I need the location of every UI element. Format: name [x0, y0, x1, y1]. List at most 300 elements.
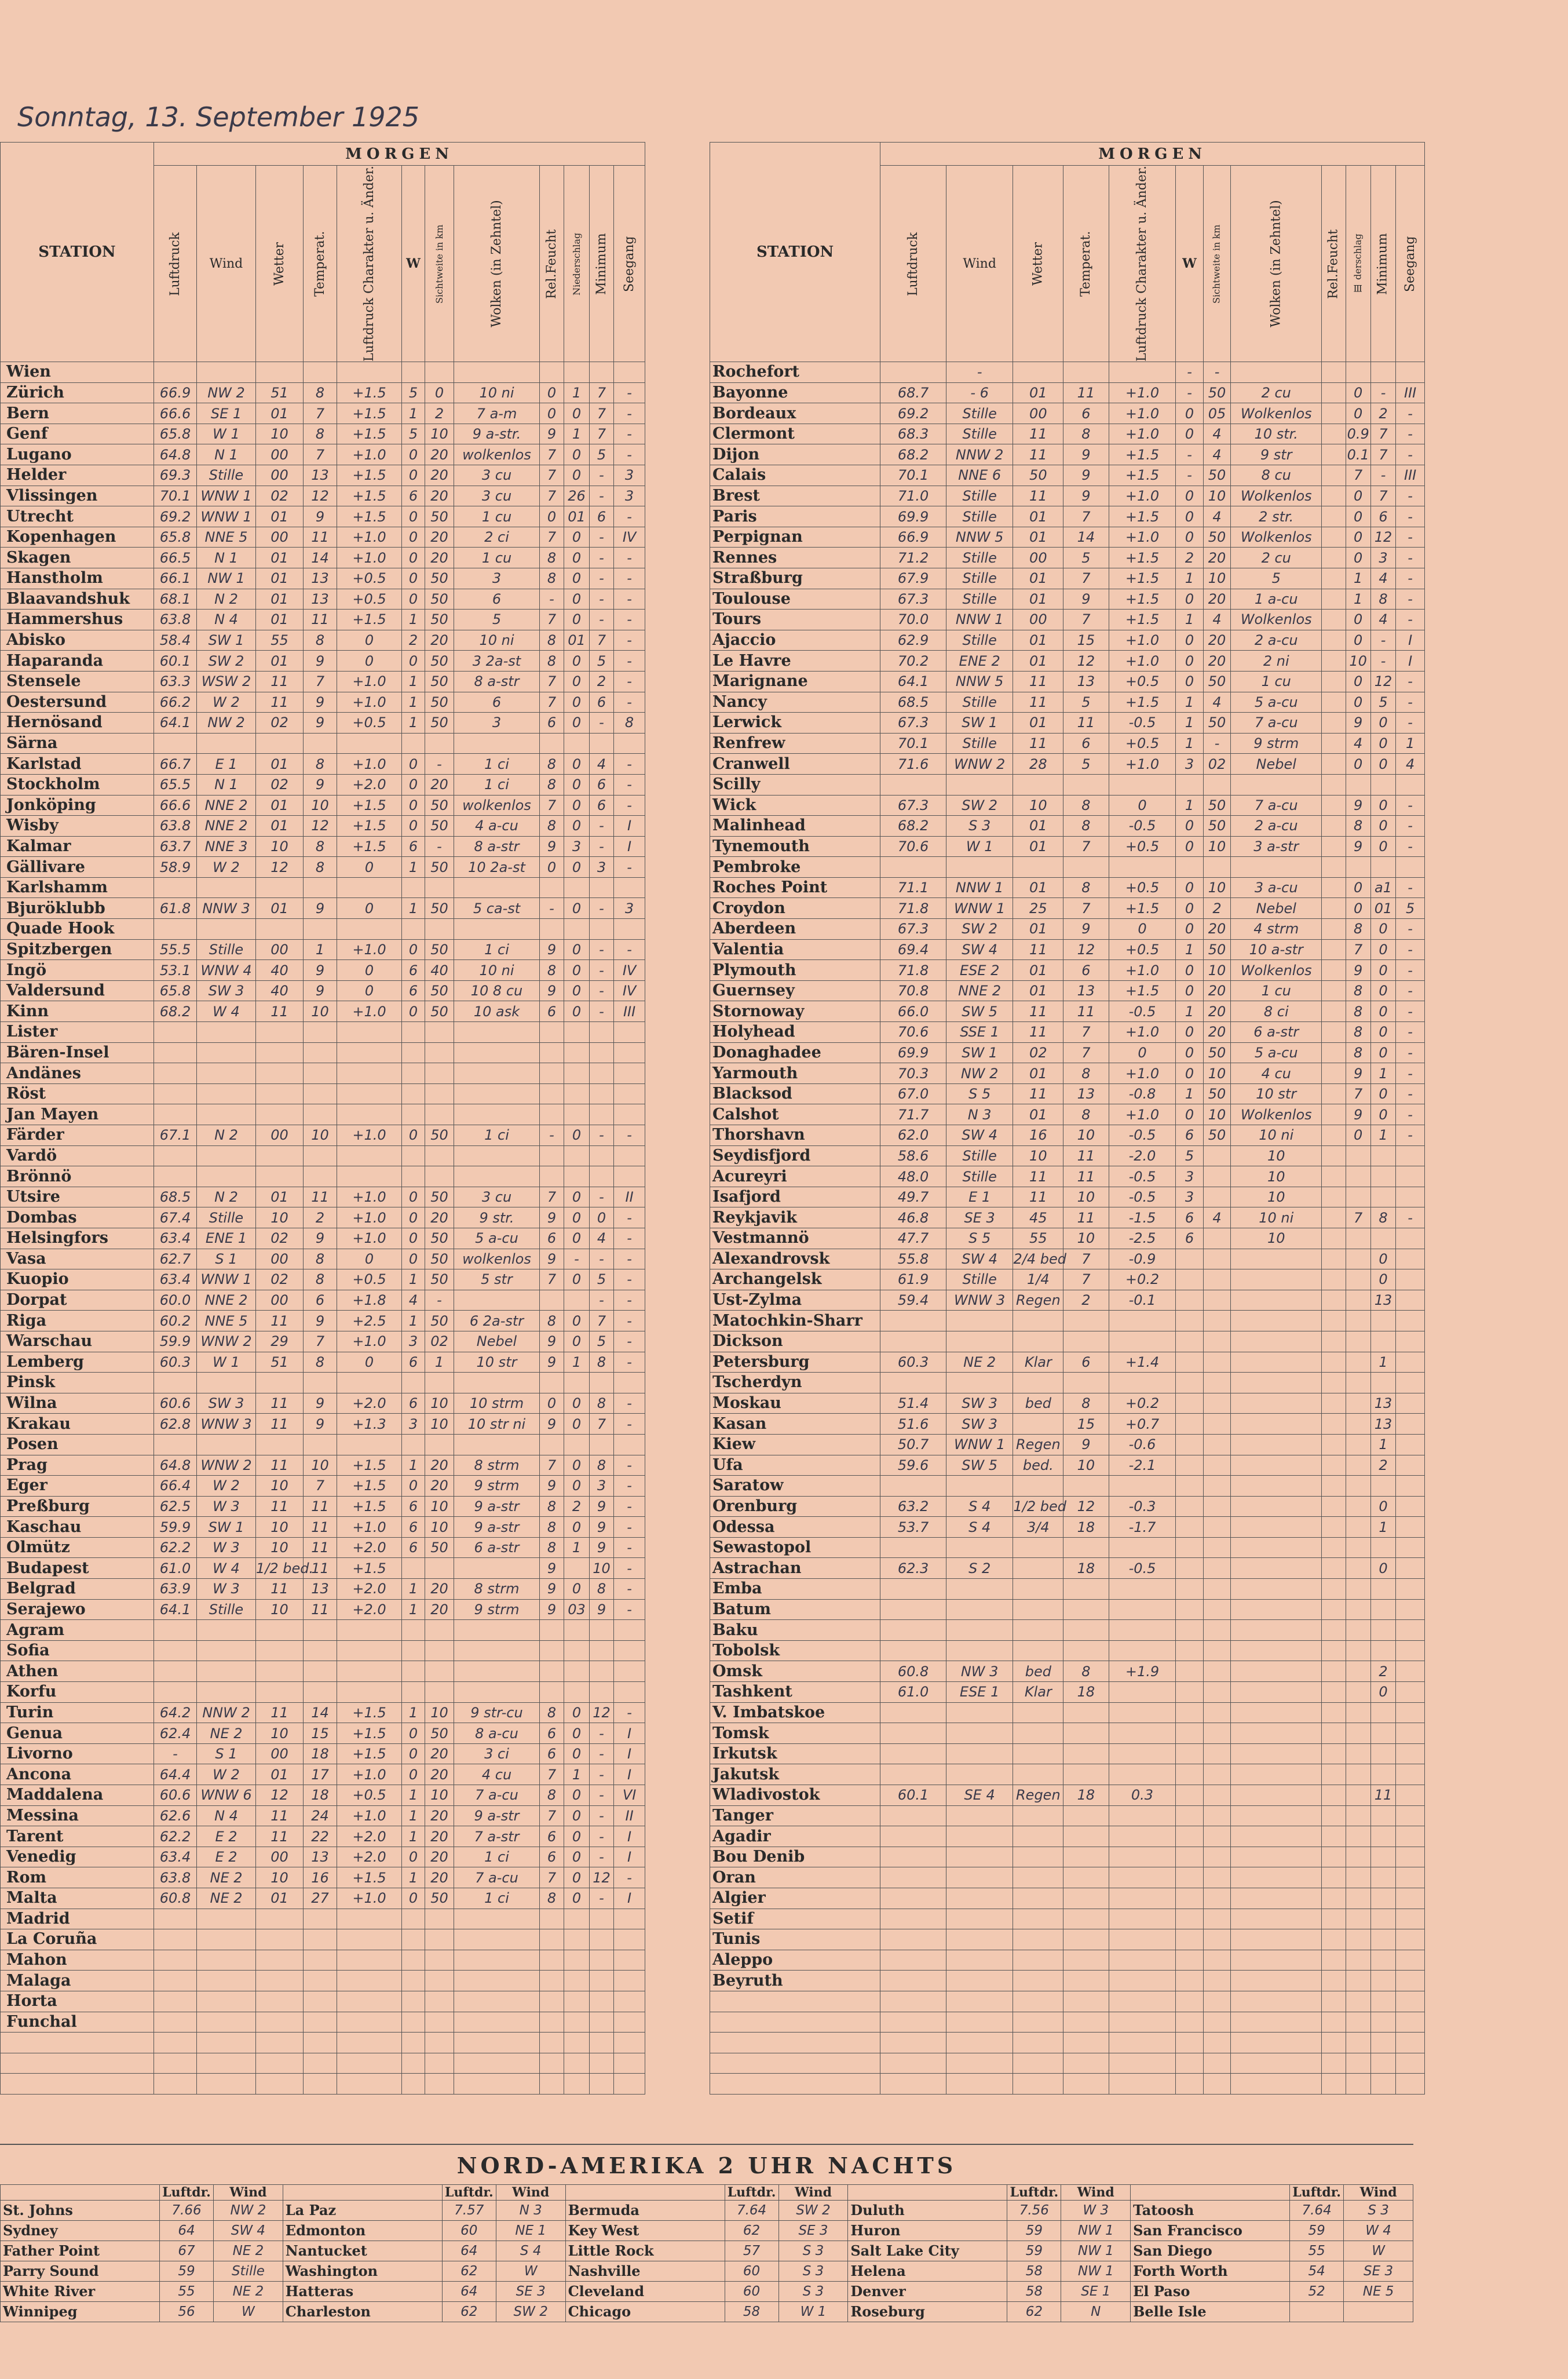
station-cell	[1346, 1373, 1370, 1393]
station-name: Rom	[1, 1867, 154, 1888]
station-cell: 3 cu	[454, 486, 540, 506]
station-cell: -	[1396, 919, 1425, 940]
station-cell	[880, 1537, 946, 1558]
station-cell	[1396, 1723, 1425, 1744]
station-cell	[1013, 1867, 1063, 1888]
margin-cell	[645, 960, 710, 981]
station-cell	[880, 1991, 946, 2012]
station-name: Budapest	[1, 1558, 154, 1579]
station-cell: 0	[1109, 919, 1176, 940]
station-cell: 0	[1370, 1682, 1395, 1703]
station-cell: 7	[590, 403, 614, 424]
station-cell: 5	[1396, 898, 1425, 919]
station-cell	[1203, 2053, 1230, 2074]
station-cell: 64.4	[154, 1764, 197, 1785]
na-cell: 7.57	[442, 2201, 496, 2221]
station-cell: 1/2 bed.	[256, 1558, 304, 1579]
station-cell	[1396, 1743, 1425, 1764]
station-cell	[402, 2033, 425, 2053]
station-cell: 01	[1013, 630, 1063, 651]
station-cell: WNW 1	[197, 486, 256, 506]
station-cell	[337, 1909, 402, 1929]
na-cell: 7.56	[1007, 2201, 1061, 2221]
station-row	[1, 816, 710, 837]
station-cell	[1322, 1290, 1346, 1311]
station-cell	[564, 1373, 590, 1393]
station-cell	[1322, 1950, 1346, 1971]
station-name: Färder	[1, 1125, 154, 1146]
station-cell: +1.0	[337, 692, 402, 713]
station-row	[1, 774, 710, 795]
station-cell: 13	[1370, 1393, 1395, 1414]
station-cell: +1.0	[1109, 1104, 1176, 1125]
margin-cell	[645, 1723, 710, 1744]
station-cell	[1322, 1269, 1346, 1290]
station-cell: -	[614, 506, 645, 527]
station-cell	[1346, 2053, 1370, 2074]
station-cell	[1322, 1888, 1346, 1909]
station-cell: 0	[564, 671, 590, 692]
station-cell	[1203, 1764, 1230, 1785]
station-cell: -	[1396, 713, 1425, 734]
station-cell: 1	[1176, 1083, 1203, 1104]
station-cell: bed	[1013, 1661, 1063, 1682]
station-cell: 1	[402, 898, 425, 919]
station-cell: 3	[1176, 1187, 1203, 1207]
station-cell: 67.1	[154, 1125, 197, 1146]
station-cell	[1203, 1476, 1230, 1497]
station-cell	[454, 1929, 540, 1950]
na-cell: S 3	[778, 2261, 848, 2282]
station-cell: wolkenlos	[454, 444, 540, 465]
station-cell: 1	[425, 1352, 454, 1373]
station-cell: 01	[256, 1764, 304, 1785]
station-cell	[614, 733, 645, 754]
station-cell	[1346, 1228, 1370, 1249]
station-cell	[1396, 1352, 1425, 1373]
station-cell	[1322, 1971, 1346, 1991]
station-cell: -	[590, 1290, 614, 1311]
station-cell: 6	[540, 1723, 564, 1744]
station-cell: 10	[256, 424, 304, 444]
station-cell: 0	[337, 651, 402, 672]
station-cell: wolkenlos	[454, 795, 540, 816]
station-cell: 50	[425, 651, 454, 672]
station-cell	[1203, 1599, 1230, 1620]
station-cell: 25	[1013, 898, 1063, 919]
station-cell: 7 a-cu	[1231, 795, 1322, 816]
station-cell	[454, 1042, 540, 1063]
station-cell	[1231, 1743, 1322, 1764]
station-cell	[1231, 1373, 1322, 1393]
na-station-name: St. Johns	[1, 2201, 160, 2221]
station-name	[710, 2053, 880, 2074]
station-row	[710, 1826, 1425, 1847]
station-cell: 9	[590, 1599, 614, 1620]
station-cell: 8	[1346, 980, 1370, 1001]
station-cell	[1013, 1971, 1063, 1991]
station-cell	[1176, 1269, 1203, 1290]
station-cell	[1176, 1455, 1203, 1476]
station-cell	[946, 1805, 1013, 1826]
col-rel-feucht: Rel.Feucht	[540, 166, 564, 362]
station-cell: 01	[256, 816, 304, 837]
station-cell: NW 2	[946, 1063, 1013, 1084]
station-cell: -	[425, 836, 454, 857]
station-cell: 6	[540, 1743, 564, 1764]
station-cell: -	[590, 1743, 614, 1764]
col-wind-r: Wind	[946, 166, 1013, 362]
station-cell: +1.9	[1109, 1661, 1176, 1682]
station-cell	[454, 1083, 540, 1104]
station-cell	[1370, 1867, 1395, 1888]
station-cell: 8 a-str	[454, 836, 540, 857]
station-cell: 0	[564, 444, 590, 465]
station-cell	[197, 2074, 256, 2095]
station-cell	[425, 1909, 454, 1929]
station-cell	[304, 1640, 337, 1661]
station-row	[710, 2033, 1425, 2053]
station-row	[1, 1702, 710, 1723]
station-row	[1, 1971, 710, 1991]
station-cell	[337, 362, 402, 383]
station-cell: -	[1370, 630, 1395, 651]
station-row	[710, 919, 1425, 940]
station-cell: -	[614, 1579, 645, 1600]
station-cell	[1176, 1929, 1203, 1950]
station-cell: 13	[1370, 1290, 1395, 1311]
station-cell: 64.1	[154, 713, 197, 734]
station-cell: 1/2 bed	[1013, 1496, 1063, 1517]
na-wind-header: Wind	[214, 2185, 283, 2201]
station-cell: Klar	[1013, 1352, 1063, 1373]
station-cell	[1396, 1290, 1425, 1311]
station-cell: 3	[402, 1331, 425, 1352]
station-cell	[1396, 1661, 1425, 1682]
station-cell: IV	[614, 980, 645, 1001]
margin-cell	[645, 692, 710, 713]
na-luftdr-header: Luftdr.	[159, 2185, 213, 2201]
station-cell: 8	[540, 1785, 564, 1806]
station-cell	[1231, 1476, 1322, 1497]
station-cell: 20	[425, 1743, 454, 1764]
station-cell: WNW 6	[197, 1785, 256, 1806]
station-cell	[590, 2012, 614, 2033]
station-cell: 7 a-cu	[454, 1867, 540, 1888]
station-cell: SW 5	[946, 1455, 1013, 1476]
station-row	[1, 1496, 710, 1517]
station-cell: -	[1396, 877, 1425, 898]
station-row	[710, 2053, 1425, 2074]
station-cell	[1013, 2074, 1063, 2095]
station-cell: 58.4	[154, 630, 197, 651]
station-cell: 00	[256, 1125, 304, 1146]
station-cell: 20	[425, 1847, 454, 1867]
station-cell: -	[614, 692, 645, 713]
station-cell	[454, 1022, 540, 1043]
station-cell	[1396, 1909, 1425, 1929]
station-cell: 5	[1063, 692, 1109, 713]
station-cell: 7	[304, 671, 337, 692]
station-cell: 01	[256, 548, 304, 568]
margin-cell	[645, 1104, 710, 1125]
station-cell	[1322, 1311, 1346, 1331]
station-cell	[540, 1971, 564, 1991]
margin-cell	[645, 1888, 710, 1909]
station-cell	[337, 1145, 402, 1166]
station-cell: 70.8	[880, 980, 946, 1001]
station-cell	[304, 877, 337, 898]
station-cell: 6	[402, 1352, 425, 1373]
station-cell	[1176, 857, 1203, 878]
station-cell	[425, 919, 454, 940]
station-cell: 8	[590, 1579, 614, 1600]
station-cell	[1013, 1723, 1063, 1744]
station-cell	[1176, 1373, 1203, 1393]
station-cell: 24	[304, 1805, 337, 1826]
station-cell: 2	[1370, 1455, 1395, 1476]
station-cell	[402, 2012, 425, 2033]
station-cell: 1	[402, 1311, 425, 1331]
station-cell	[402, 1042, 425, 1063]
station-cell	[1109, 1991, 1176, 2012]
station-cell: +1.0	[337, 939, 402, 960]
na-cell: 59	[1290, 2221, 1344, 2241]
station-row	[710, 1805, 1425, 1826]
station-cell: 1	[1176, 692, 1203, 713]
station-cell	[1370, 1805, 1395, 1826]
station-cell: 3 cu	[454, 465, 540, 486]
station-cell: 11	[256, 1702, 304, 1723]
station-cell	[1346, 2074, 1370, 2095]
page-date: Sonntag, 13. September 1925	[17, 101, 420, 133]
station-cell	[1370, 1228, 1395, 1249]
station-cell	[304, 362, 337, 383]
station-cell: 50	[425, 1269, 454, 1290]
station-cell	[1346, 1847, 1370, 1867]
margin-cell	[645, 836, 710, 857]
station-cell	[1322, 1063, 1346, 1084]
station-cell: 0	[564, 1125, 590, 1146]
station-cell: +1.5	[1109, 506, 1176, 527]
station-cell: 11	[256, 1393, 304, 1414]
station-cell: 2	[304, 1207, 337, 1228]
station-cell: +1.5	[1109, 548, 1176, 568]
station-cell	[337, 1373, 402, 1393]
station-cell: 60.3	[154, 1352, 197, 1373]
station-row	[710, 2012, 1425, 2033]
station-cell	[1322, 1867, 1346, 1888]
station-row	[1, 1269, 710, 1290]
station-cell	[880, 2053, 946, 2074]
station-cell: 0	[1346, 610, 1370, 630]
station-cell	[540, 1682, 564, 1703]
station-cell: NNW 2	[946, 444, 1013, 465]
station-cell	[402, 2053, 425, 2074]
station-cell	[1063, 1847, 1109, 1867]
station-cell	[1370, 1579, 1395, 1600]
station-cell: 20	[425, 465, 454, 486]
station-row	[1, 1373, 710, 1393]
station-cell	[590, 1145, 614, 1166]
margin-cell	[645, 1207, 710, 1228]
station-row	[1, 2012, 710, 2033]
station-cell	[425, 733, 454, 754]
station-cell: 0	[1176, 919, 1203, 940]
station-name: Acureyri	[710, 1166, 880, 1187]
station-cell: W 4	[197, 1001, 256, 1022]
station-cell: 6 a-str	[1231, 1022, 1322, 1043]
station-name: Odessa	[710, 1517, 880, 1538]
station-cell: 10	[256, 836, 304, 857]
station-cell: 17	[304, 1764, 337, 1785]
col-temperat: Temperat.	[304, 166, 337, 362]
station-cell: 50	[1203, 527, 1230, 548]
station-cell: SW 1	[946, 713, 1013, 734]
station-row	[710, 1785, 1425, 1806]
station-cell	[1322, 1929, 1346, 1950]
station-cell: 9 a-str.	[454, 424, 540, 444]
station-cell	[540, 1104, 564, 1125]
station-cell	[564, 1991, 590, 2012]
station-name: Bären-Insel	[1, 1042, 154, 1063]
station-cell: 7	[1063, 1269, 1109, 1290]
margin-cell	[645, 1909, 710, 1929]
station-cell	[1346, 1991, 1370, 2012]
station-cell: 0	[1176, 1042, 1203, 1063]
station-cell: -	[1396, 1063, 1425, 1084]
col-w: W	[402, 166, 425, 362]
col-seegang: Seegang	[614, 166, 645, 362]
station-cell	[564, 1145, 590, 1166]
station-cell: 8	[1063, 1104, 1109, 1125]
station-cell: 50	[1203, 1042, 1230, 1063]
station-cell: 5	[590, 1269, 614, 1290]
station-cell	[1396, 1785, 1425, 1806]
station-cell: 9	[540, 1414, 564, 1435]
station-cell: 8 strm	[454, 1455, 540, 1476]
station-cell	[154, 1661, 197, 1682]
station-cell	[1396, 1991, 1425, 2012]
station-cell	[614, 2053, 645, 2074]
station-cell	[154, 1991, 197, 2012]
station-cell: +1.5	[337, 1496, 402, 1517]
station-cell	[590, 1929, 614, 1950]
station-cell: 10 str ni	[454, 1414, 540, 1435]
station-cell	[1396, 1888, 1425, 1909]
station-cell: -	[590, 1001, 614, 1022]
station-cell: -	[1396, 816, 1425, 837]
station-cell	[154, 1083, 197, 1104]
station-cell	[564, 1083, 590, 1104]
station-cell	[540, 1929, 564, 1950]
station-cell: 7	[1346, 939, 1370, 960]
station-cell: +0.2	[1109, 1393, 1176, 1414]
station-cell: 7	[1063, 568, 1109, 589]
station-cell: ESE 2	[946, 960, 1013, 981]
station-cell: 3 2a-st	[454, 651, 540, 672]
station-cell	[1396, 1187, 1425, 1207]
station-cell	[1322, 1022, 1346, 1043]
station-cell: 20	[425, 1455, 454, 1476]
station-cell	[1013, 1331, 1063, 1352]
station-cell: 10 strm	[454, 1393, 540, 1414]
station-cell: 18	[304, 1743, 337, 1764]
station-cell: WSW 2	[197, 671, 256, 692]
station-cell: +1.5	[337, 382, 402, 403]
station-cell	[256, 1042, 304, 1063]
station-row	[710, 548, 1425, 568]
station-cell	[402, 1558, 425, 1579]
station-cell	[1322, 424, 1346, 444]
station-cell: -	[614, 1249, 645, 1269]
station-cell: Stille	[946, 486, 1013, 506]
station-cell: 11	[1013, 486, 1063, 506]
station-row	[1, 1847, 710, 1867]
station-cell: Regen	[1013, 1434, 1063, 1455]
station-cell: 0	[564, 1826, 590, 1847]
margin-cell	[645, 774, 710, 795]
station-cell	[564, 362, 590, 383]
station-cell: 6	[454, 692, 540, 713]
station-cell: 68.5	[154, 1187, 197, 1207]
station-cell	[1322, 836, 1346, 857]
station-cell: 59.6	[880, 1455, 946, 1476]
station-cell: 10	[425, 1702, 454, 1723]
station-cell	[1109, 1950, 1176, 1971]
margin-cell	[645, 2074, 710, 2095]
station-cell	[1063, 1826, 1109, 1847]
station-cell	[564, 1042, 590, 1063]
station-row	[710, 1661, 1425, 1682]
station-cell	[1203, 1579, 1230, 1600]
station-cell: 6 a-str	[454, 1537, 540, 1558]
station-cell: 9	[304, 713, 337, 734]
station-cell	[1063, 774, 1109, 795]
station-cell	[1176, 774, 1203, 795]
station-cell	[1370, 774, 1395, 795]
station-cell	[540, 1042, 564, 1063]
station-cell	[425, 1145, 454, 1166]
station-cell: 6	[540, 713, 564, 734]
station-cell: 03	[564, 1599, 590, 1620]
station-name: Dickson	[710, 1331, 880, 1352]
station-name: Baku	[710, 1620, 880, 1641]
station-name: Donaghadee	[710, 1042, 880, 1063]
station-cell	[1346, 1558, 1370, 1579]
station-cell	[197, 2012, 256, 2033]
station-cell	[1063, 1640, 1109, 1661]
station-cell: 0	[564, 1517, 590, 1538]
station-cell	[1203, 1517, 1230, 1538]
station-cell	[590, 2033, 614, 2053]
station-cell: 10 ni	[1231, 1207, 1322, 1228]
station-name: Oestersund	[1, 692, 154, 713]
na-cell: S 3	[778, 2282, 848, 2302]
station-cell: +1.0	[337, 527, 402, 548]
na-cell: 62	[442, 2261, 496, 2282]
station-row	[710, 1640, 1425, 1661]
station-name: Malta	[1, 1888, 154, 1909]
station-cell	[1346, 1455, 1370, 1476]
station-cell: -	[590, 980, 614, 1001]
station-cell	[154, 362, 197, 383]
station-cell: 13	[304, 1579, 337, 1600]
station-row	[710, 1599, 1425, 1620]
station-cell: 50	[425, 1888, 454, 1909]
station-cell: 7	[540, 692, 564, 713]
station-cell: 16	[1013, 1125, 1063, 1146]
